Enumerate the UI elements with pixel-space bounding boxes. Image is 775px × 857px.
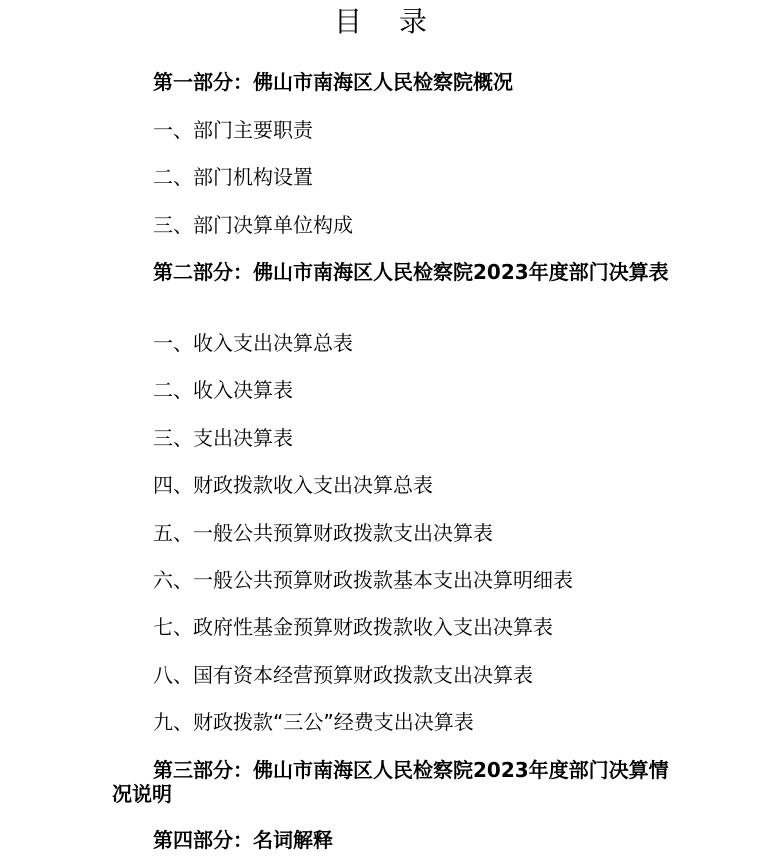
part-2-heading: 第二部分：佛山市南海区人民检察院2023年度部门决算表 [153,260,669,284]
toc-item: 二、收入决算表 [153,378,293,402]
toc-item: 一、部门主要职责 [153,118,313,142]
toc-item: 三、支出决算表 [153,426,293,450]
toc-item: 五、一般公共预算财政拨款支出决算表 [153,521,493,545]
part-3-heading: 第三部分：佛山市南海区人民检察院2023年度部门决算情况说明 [112,758,669,806]
toc-item: 六、一般公共预算财政拨款基本支出决算明细表 [153,568,573,592]
toc-item: 二、部门机构设置 [153,165,313,189]
toc-item: 四、财政拨款收入支出决算总表 [153,473,433,497]
page-title: 目 录 [334,5,441,38]
toc-item: 七、政府性基金预算财政拨款收入支出决算表 [153,615,553,639]
toc-item: 一、收入支出决算总表 [153,331,353,355]
toc-item: 三、部门决算单位构成 [153,213,353,237]
toc-item: 八、国有资本经营预算财政拨款支出决算表 [153,663,533,687]
toc-item: 九、财政拨款“三公”经费支出决算表 [153,710,474,734]
part-1-heading: 第一部分：佛山市南海区人民检察院概况 [153,70,513,94]
part-4-heading: 第四部分：名词解释 [153,828,333,852]
